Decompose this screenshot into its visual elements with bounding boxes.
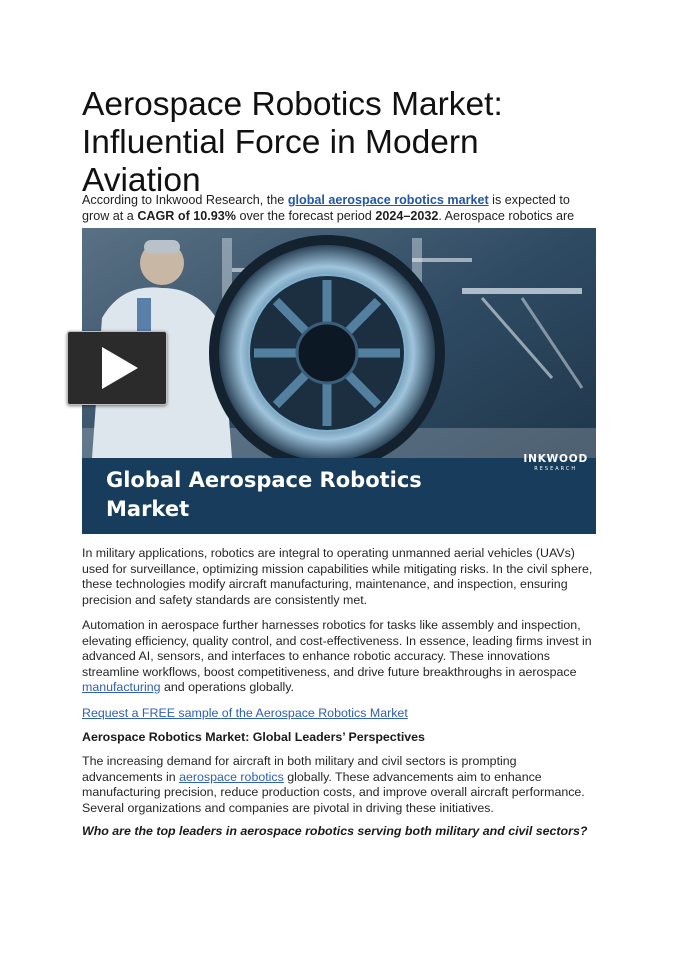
intro-text-2: is expected to grow at a — [82, 193, 570, 223]
brand-name: INKWOOD — [523, 453, 588, 465]
play-icon — [102, 347, 138, 389]
brand-subtitle: RESEARCH — [534, 466, 578, 472]
aerospace-robotics-link[interactable]: aerospace robotics — [179, 769, 284, 784]
section-heading: Aerospace Robotics Market: Global Leaders’ Perspectives — [82, 730, 425, 744]
paragraph-military: In military applications, robotics are integral to operating unmanned aerial vehicles (UAVs) used for surveillance, optimizing mission capabilities while mitigating risks. In the civil sphere, these technologies modify aircraft manufacturing, maintenance, and inspection, ensuring precision and safety standards are consistently met. — [82, 546, 593, 607]
cagr-value: CAGR of 10.93% — [137, 208, 236, 223]
intro-text-4: . Aerospace robotics are — [438, 208, 575, 223]
inkwood-logo — [523, 453, 588, 472]
paragraph-demand — [82, 754, 596, 816]
automation-text-2: and operations globally. — [160, 680, 294, 695]
hero-title: Global Aerospace Robotics Market — [106, 468, 422, 521]
leaders-question: Who are the top leaders in aerospace robotics serving both military and civil sectors? — [82, 824, 588, 838]
forecast-period: 2024–2032 — [375, 208, 439, 223]
intro-text-1: According to Inkwood Research, the — [82, 193, 288, 207]
demand-text-2: globally. These advancements aim to enhance manufacturing precision, reduce production costs, and improve overall aircraft performance. Several organizations and companies are pivotal in driving these initiatives. — [82, 769, 585, 815]
article-title: Aerospace Robotics Market: Influential Force in Modern Aviation — [82, 86, 503, 199]
intro-text-3: over the forecast period — [236, 208, 376, 223]
free-sample-link[interactable]: Request a FREE sample of the Aerospace Robotics Market — [82, 706, 408, 720]
play-button[interactable] — [67, 331, 167, 405]
automation-text-1: Automation in aerospace further harnesses robotics for tasks like assembly and inspection, elevating efficiency, quality control, and cost-effectiveness. In essence, leading firms invest in advanced AI, sensors, and interfaces to enhance robotic accuracy. These innovations streamline workflows, boost competitiveness, and drive future breakthroughs in aerospace — [82, 618, 592, 679]
paragraph-automation — [82, 618, 596, 696]
global-market-link[interactable]: global aerospace robotics market — [287, 193, 489, 207]
manufacturing-link[interactable]: manufacturing — [82, 680, 161, 695]
demand-text-1: The increasing demand for aircraft in both military and civil sectors is prompting advancements in — [82, 754, 517, 784]
intro-paragraph — [82, 193, 592, 229]
